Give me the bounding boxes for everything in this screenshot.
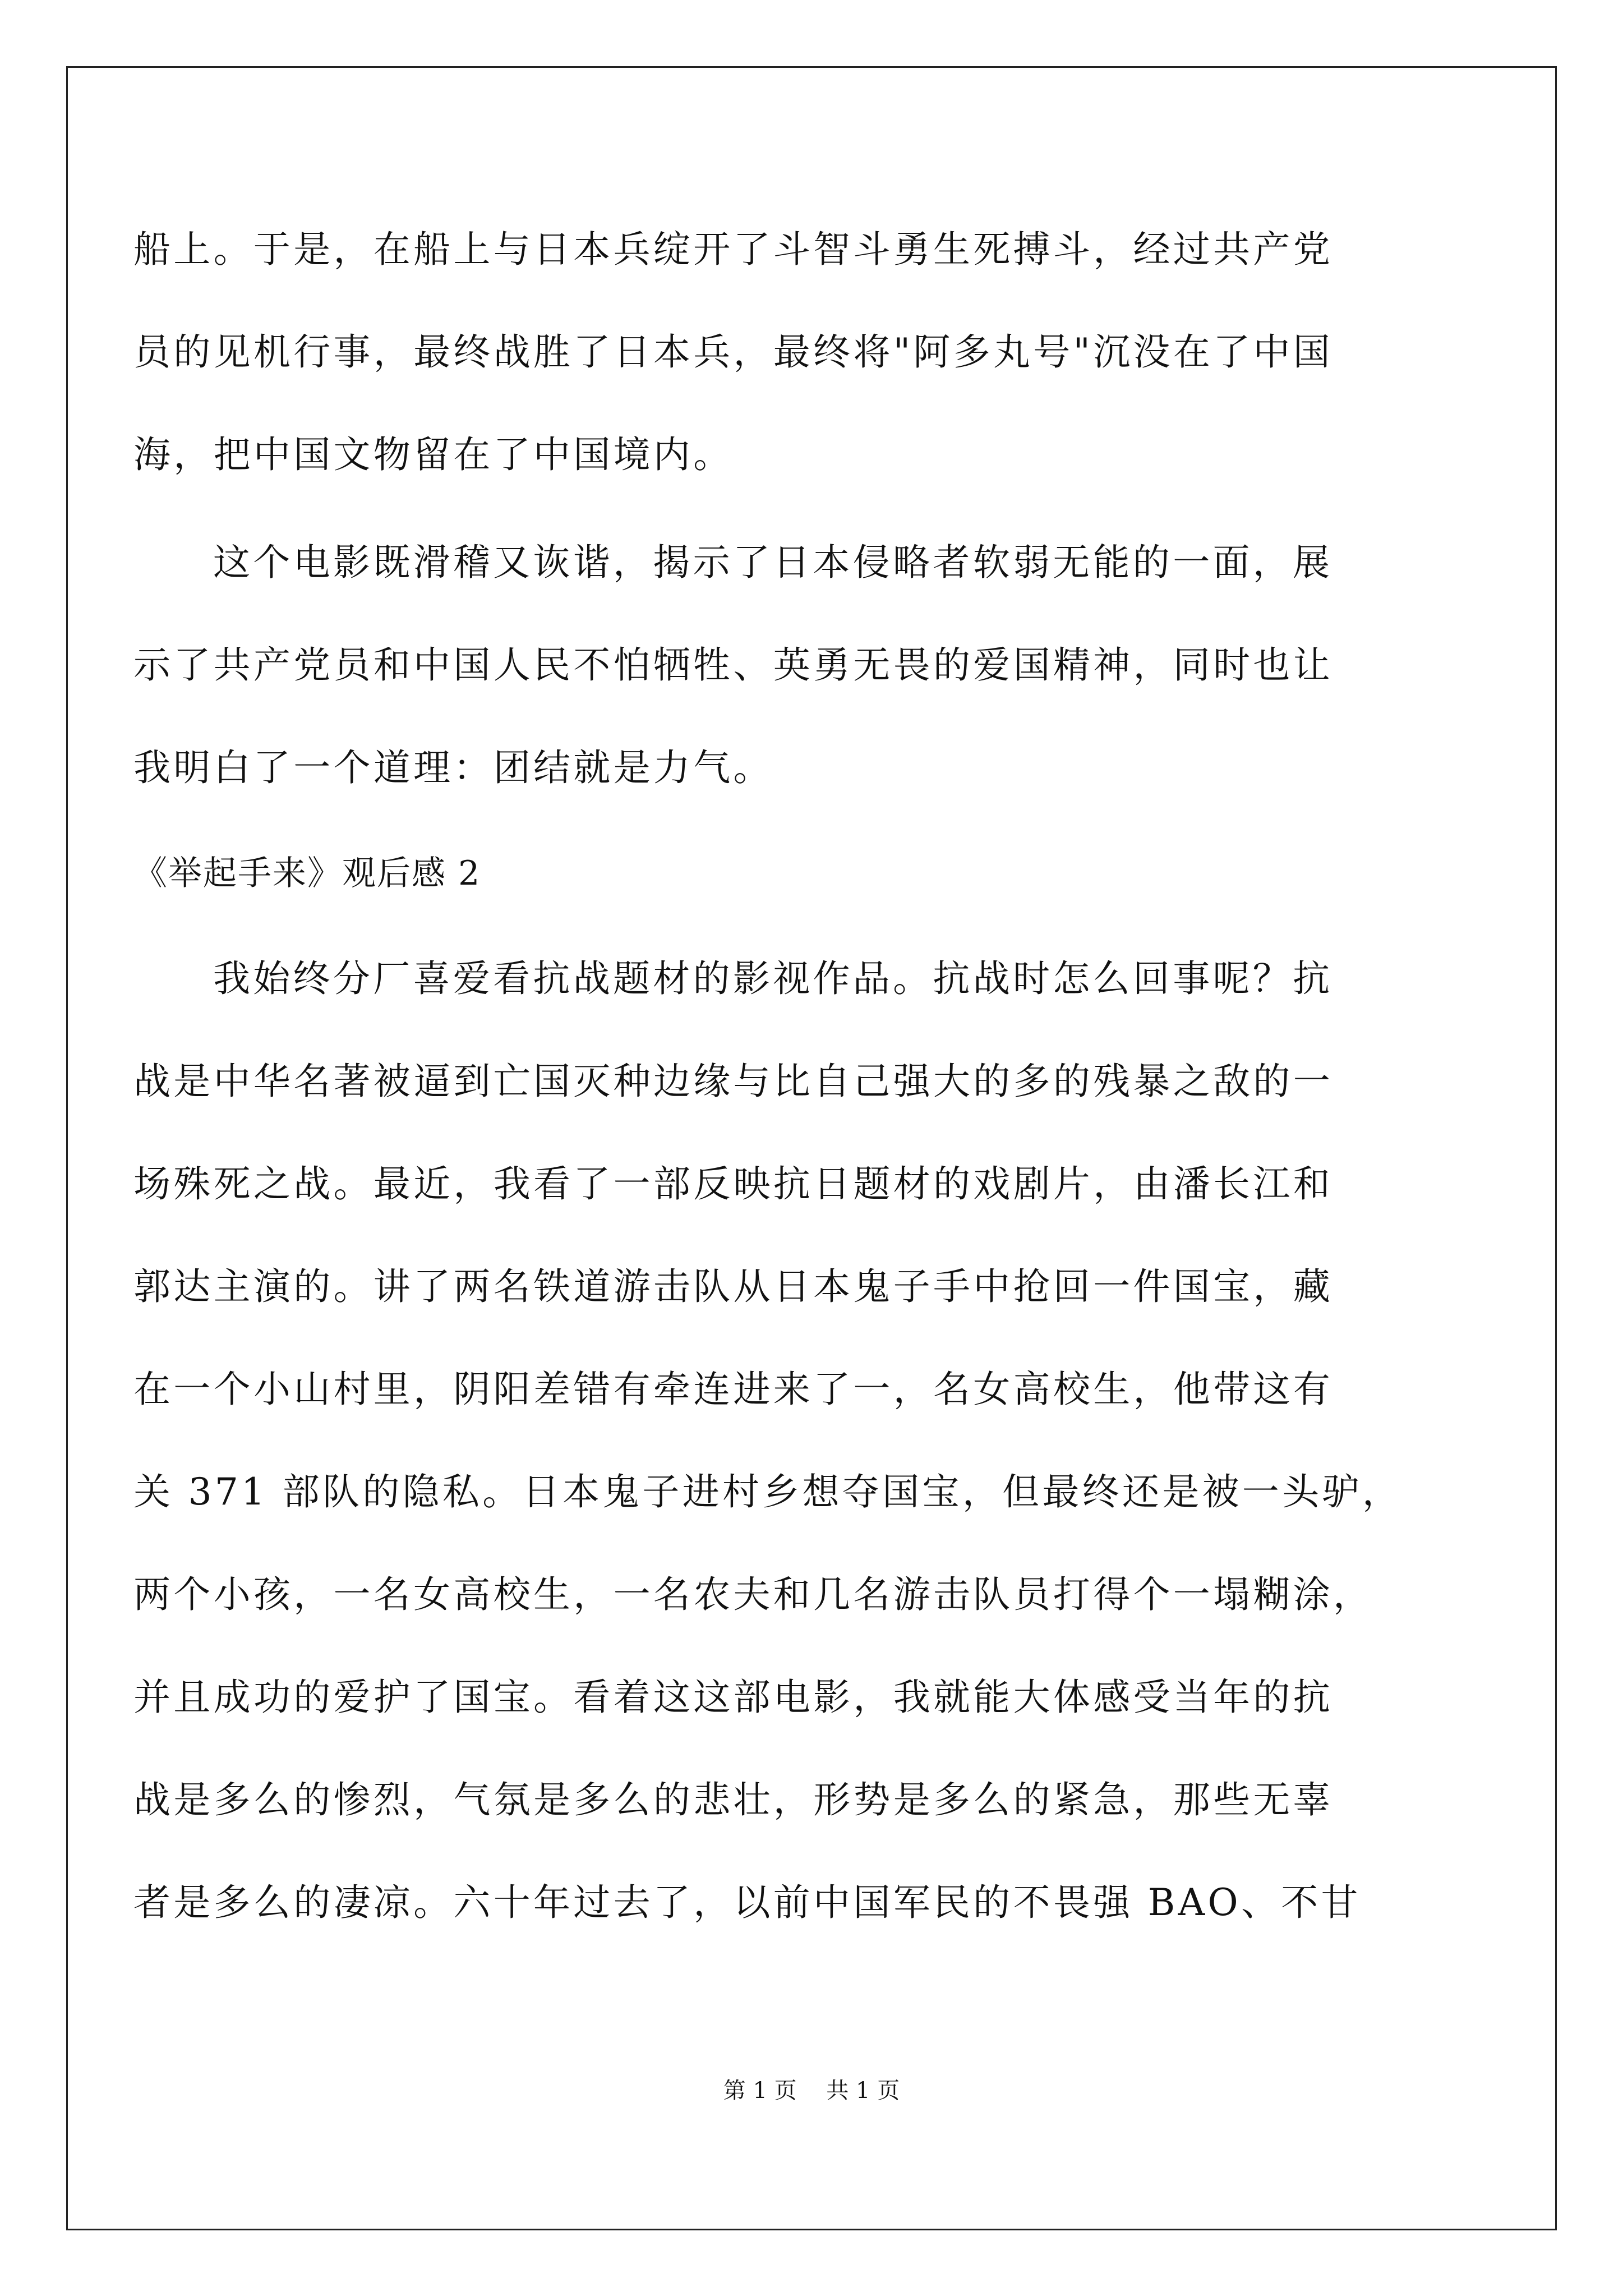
paragraph-line: 这个电影既滑稽又诙谐，揭示了日本侵略者软弱无能的一面，展 [213,541,1333,584]
paragraph-line: 郭达主演的。讲了两名铁道游击队从日本鬼子手中抢回一件国宝，藏 [133,1265,1333,1308]
paragraph-line: 我始终分厂喜爱看抗战题材的影视作品。抗战时怎么回事呢？抗 [213,957,1333,1000]
paragraph-line: 两个小孩，一名女高校生，一名农夫和几名游击队员打得个一塌糊涂， [133,1573,1373,1616]
paragraph-line: 者是多么的凄凉。六十年过去了，以前中国军民的不畏强 BAO、不甘 [133,1881,1361,1924]
paragraph-line: 船上。于是，在船上与日本兵绽开了斗智斗勇生死搏斗，经过共产党 [133,228,1333,271]
paragraph-line: 关 371 部队的隐私。日本鬼子进村乡想夺国宝，但最终还是被一头驴， [133,1470,1403,1513]
paragraph-line: 员的见机行事，最终战胜了日本兵，最终将"阿多丸号"沉没在了中国 [133,330,1334,374]
paragraph-line: 并且成功的爱护了国宝。看着这这部电影，我就能大体感受当年的抗 [133,1676,1333,1719]
paragraph-line: 场殊死之战。最近，我看了一部反映抗日题材的戏剧片，由潘长江和 [133,1162,1333,1205]
paragraph-line: 我明白了一个道理：团结就是力气。 [133,746,773,789]
paragraph-line: 战是中华名著被逼到亡国灭种边缘与比自己强大的多的残暴之敌的一 [133,1060,1333,1103]
paragraph-line: 示了共产党员和中国人民不怕牺牲、英勇无畏的爱国精神，同时也让 [133,643,1333,687]
section-heading: 《举起手来》观后感 2 [133,854,481,893]
paragraph-line: 在一个小山村里，阴阳差错有牵连进来了一，名女高校生，他带这有 [133,1368,1333,1411]
page-number-footer: 第 1 页 共 1 页 [723,2078,900,2104]
paragraph-line: 海，把中国文物留在了中国境内。 [133,433,734,476]
paragraph-line: 战是多么的惨烈，气氛是多么的悲壮，形势是多么的紧急，那些无辜 [133,1778,1333,1821]
